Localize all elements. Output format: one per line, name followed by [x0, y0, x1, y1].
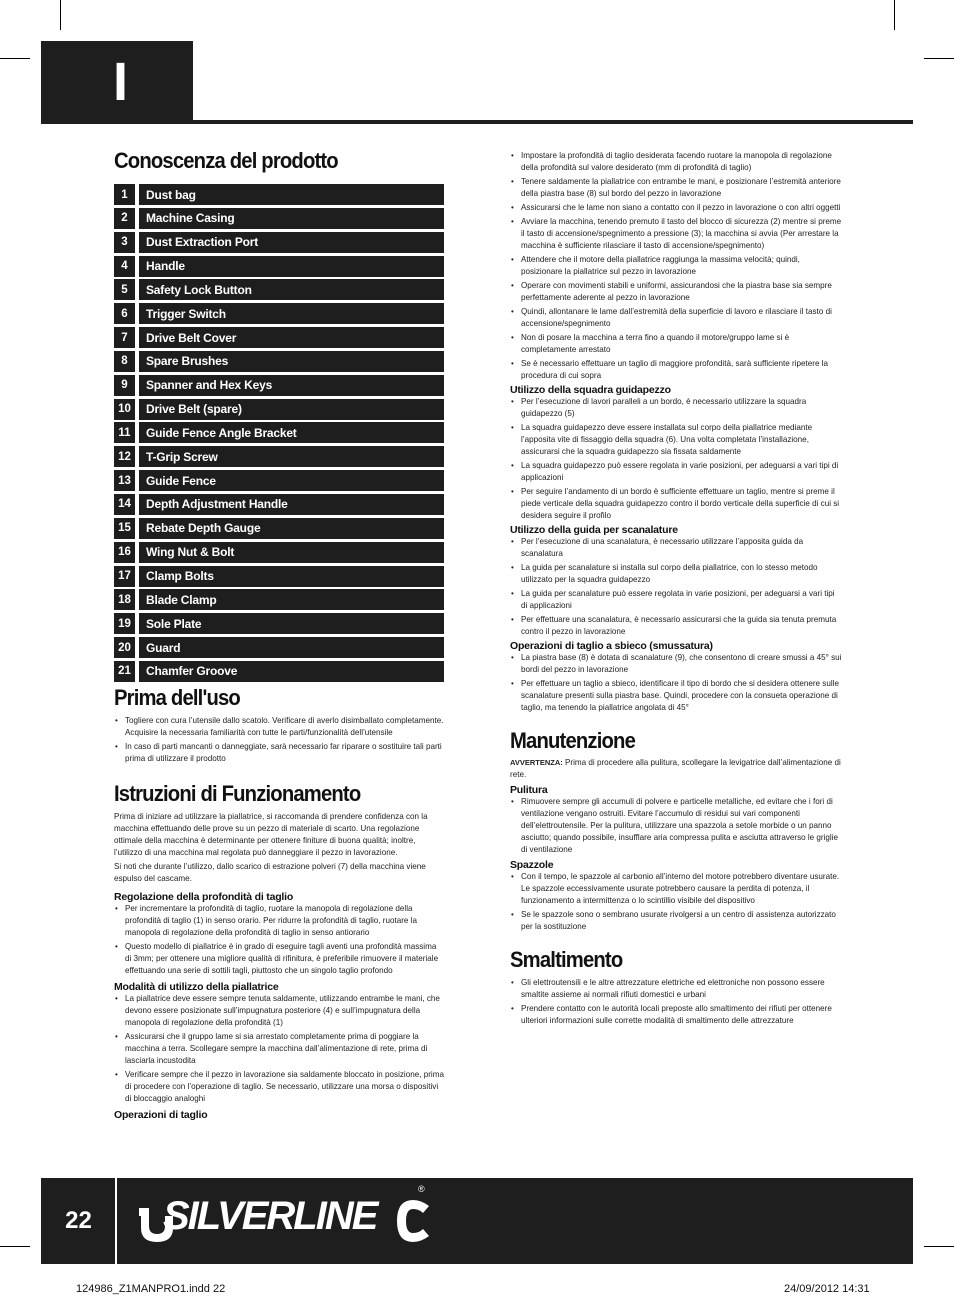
before-use-list	[114, 715, 444, 765]
part-label: Rebate Depth Gauge	[139, 518, 444, 539]
file-info: 124986_Z1MANPRO1.indd 22	[76, 1283, 226, 1295]
part-number: 19	[114, 613, 135, 634]
part-number: 12	[114, 446, 135, 467]
list-item: • Con il tempo, le spazzole al carbonio all’interno del motore potrebbero diventare usurate. Le spazzole eccessivamente usurate potrebbero causare la perdita di potenza, il funzionamento a intermittenza o lo scintillio visibile del dispositivo	[510, 871, 842, 907]
c-wrench-icon	[393, 1196, 433, 1246]
chamfer-heading: Operazioni di taglio a sbieco (smussatura)	[510, 640, 713, 652]
cutting-list	[510, 150, 842, 382]
brushes-heading: Spazzole	[510, 859, 554, 871]
list-item: • Assicurarsi che le lame non siano a contatto con il pezzo in lavorazione o con altri oggetti	[510, 202, 842, 214]
list-item: • Per seguire l’andamento di un bordo è sufficiente effettuare un taglio, mentre si preme il piede verticale della squadra guidapezzo contro il bordo verticale della superficie di cui si desidera seguire il profilo	[510, 486, 842, 522]
brushes-list	[510, 871, 842, 933]
operating-intro: Prima di iniziare ad utilizzare la piallatrice, si raccomanda di prendere confidenza con la macchina effettuando delle prove su un pezzo di materiale di scarto. Una regolazione ottimale della macchina è determinante per ottenere finiture di buona qualità; inoltre, l’utilizzo di una macchina mal regolata può danneggiare il pezzo in lavorazione.	[114, 811, 428, 857]
part-number: 5	[114, 279, 135, 300]
part-label: Blade Clamp	[139, 589, 444, 610]
list-item: • Attendere che il motore della piallatrice raggiunga la massima velocità; quindi, posizionare la piallatrice sul pezzo in lavorazione	[510, 254, 842, 278]
depth-adjust-heading: Regolazione della profondità di taglio	[114, 890, 294, 903]
part-number: 4	[114, 256, 135, 277]
part-label: Handle	[139, 256, 444, 277]
part-row	[114, 256, 444, 277]
list-item: • Assicurarsi che il gruppo lame si sia arrestato completamente prima di poggiare la macchina a terra. Scollegare sempre la macchina dall’alimentazione di rete, prima di lasciarla incustodita	[114, 1031, 444, 1067]
crop-mark	[0, 1246, 30, 1247]
cleaning-heading: Pulitura	[510, 784, 548, 796]
list-item: • Questo modello di piallatrice è in grado di eseguire tagli aventi una profondità massima di 3mm; per ottenere una migliore qualità di rifinitura, è preferibile rimuovere il materiale effettuando una serie di sottili tagli, piuttosto che un singolo taglio profondo	[114, 941, 444, 977]
part-row	[114, 422, 444, 443]
part-row	[114, 351, 444, 372]
part-label: Dust Extraction Port	[139, 232, 444, 253]
crop-mark	[60, 0, 61, 30]
list-item: • Prendere contatto con le autorità locali preposte allo smaltimento dei rifiuti per ottenere ulteriori informazioni sulle corrette modalità di smaltimento delle attrezzature	[510, 1003, 842, 1027]
parts-list	[114, 184, 444, 682]
part-row	[114, 279, 444, 300]
list-item: • La piastra base (8) è dotata di scanalature (9), che consentono di creare smussi a 45° sui bordi del pezzo in lavorazione	[510, 652, 842, 676]
list-item: • In caso di parti mancanti o danneggiate, sarà necessario far riparare o sostituire tali parti prima di utilizzare il prodotto	[114, 741, 444, 765]
language-tab: I	[41, 41, 193, 123]
operating-note: Si noti che durante l’utilizzo, dallo scarico di estrazione polveri (7) della macchina viene espulso del cascame.	[114, 861, 426, 883]
part-label: Drive Belt Cover	[139, 327, 444, 348]
part-number: 7	[114, 327, 135, 348]
crop-mark	[924, 1246, 954, 1247]
part-number: 8	[114, 351, 135, 372]
part-label: Drive Belt (spare)	[139, 399, 444, 420]
part-row	[114, 327, 444, 348]
right-column	[510, 150, 842, 1029]
rebate-heading: Utilizzo della guida per scanalature	[510, 524, 678, 536]
part-number: 14	[114, 494, 135, 515]
part-number: 2	[114, 208, 135, 229]
list-item: • Impostare la profondità di taglio desiderata facendo ruotare la manopola di regolazione della profondità sul valore desiderato (mm di profondità di taglio)	[510, 150, 842, 174]
maintenance-title: Manutenzione	[510, 728, 636, 753]
part-number: 17	[114, 566, 135, 587]
list-item: • Se è necessario effettuare un taglio di maggiore profondità, sarà sufficiente ripetere la procedura di cui sopra	[510, 358, 842, 382]
usage-heading: Modalità di utilizzo della piallatrice	[114, 980, 279, 993]
part-number: 3	[114, 232, 135, 253]
list-item: • Per l’esecuzione di lavori paralleli a un bordo, è necessario utilizzare la squadra guidapezzo (5)	[510, 396, 842, 420]
part-label: Spanner and Hex Keys	[139, 375, 444, 396]
disposal-list	[510, 977, 842, 1027]
before-use-title: Prima dell'uso	[114, 684, 240, 710]
part-row	[114, 375, 444, 396]
rebate-list	[510, 536, 842, 638]
part-row	[114, 446, 444, 467]
part-label: Guide Fence Angle Bracket	[139, 422, 444, 443]
left-column	[114, 148, 444, 1121]
part-row	[114, 518, 444, 539]
part-label: Wing Nut & Bolt	[139, 542, 444, 563]
date-info: 24/09/2012 14:31	[784, 1283, 870, 1295]
list-item: • Per effettuare un taglio a sbieco, identificare il tipo di bordo che si desidera ottenere sulle scanalature presenti sulla piastra base. Quindi, procedere con la consueta operazione di taglio, ma tenendo la piallatrice angolata di 45°	[510, 678, 842, 714]
cleaning-list	[510, 796, 842, 856]
part-label: Machine Casing	[139, 208, 444, 229]
footer-divider	[115, 1178, 117, 1264]
part-row	[114, 661, 444, 682]
part-number: 10	[114, 399, 135, 420]
list-item: • Avviare la macchina, tenendo premuto il tasto del blocco di sicurezza (2) mentre si preme il tasto di accensione/spegnimento a pressione (3); la macchina si avvia (Per arrestare la macchina è sufficiente rilasciare il tasto di accensione/spegnimento)	[510, 216, 842, 252]
guide-fence-list	[510, 396, 842, 522]
part-label: Clamp Bolts	[139, 566, 444, 587]
list-item: • Gli elettroutensili e le altre attrezzature elettriche ed elettroniche non possono essere smaltite assieme ai normali rifiuti domestici e urbani	[510, 977, 842, 1001]
part-label: Depth Adjustment Handle	[139, 494, 444, 515]
part-row	[114, 399, 444, 420]
list-item: • Se le spazzole sono o sembrano usurate rivolgersi a un centro di assistenza autorizzato per la sostituzione	[510, 909, 842, 933]
header-rule	[41, 120, 913, 124]
list-item: • Per incrementare la profondità di taglio, ruotare la manopola di regolazione della profondità di taglio (1) in senso orario. Per ridurre la profondità di taglio, ruotare la manopola di regolazione della profondità di taglio in senso antiorario	[114, 903, 444, 939]
list-item: • Non di posare la macchina a terra fino a quando il motore/gruppo lame si è completamente arrestato	[510, 332, 842, 356]
cutting-heading: Operazioni di taglio	[114, 1108, 208, 1121]
chamfer-list	[510, 652, 842, 714]
brand-logo	[135, 1190, 435, 1250]
disposal-title: Smaltimento	[510, 947, 623, 972]
guide-fence-heading: Utilizzo della squadra guidapezzo	[510, 384, 671, 396]
usage-list	[114, 993, 444, 1105]
part-number: 18	[114, 589, 135, 610]
list-item: • Operare con movimenti stabili e uniformi, assicurandosi che la piastra base sia sempre perfettamente aderente al pezzo in lavorazione	[510, 280, 842, 304]
part-row	[114, 208, 444, 229]
list-item: • La squadra guidapezzo può essere regolata in varie posizioni, per adeguarsi a vari tipi di applicazioni	[510, 460, 842, 484]
product-knowledge-title: Conoscenza del prodotto	[114, 148, 338, 173]
page-number: 22	[65, 1207, 92, 1234]
part-number: 1	[114, 184, 135, 205]
warning-label: AVVERTENZA:	[510, 758, 563, 767]
part-number: 11	[114, 422, 135, 443]
operating-instructions-title: Istruzioni di Funzionamento	[114, 780, 361, 806]
part-label: Trigger Switch	[139, 303, 444, 324]
part-label: Sole Plate	[139, 613, 444, 634]
part-number: 9	[114, 375, 135, 396]
list-item: • La guida per scanalature si installa sul corpo della piallatrice, con lo stesso metodo utilizzato per la squadra guidapezzo	[510, 562, 842, 586]
list-item: • Rimuovere sempre gli accumuli di polvere e particelle metalliche, ed evitare che i fori di ventilazione vengano ostruiti. Evitare l’accumulo di residui sui vari componenti dell’elettroutensile. Per la pulitura, utilizzare una spazzola a setole morbide o un panno asciutto; quando possibile, insufflare aria compressa pulita e asciutta attraverso le griglie di ventilazione	[510, 796, 842, 856]
part-row	[114, 589, 444, 610]
part-number: 15	[114, 518, 135, 539]
list-item: • La squadra guidapezzo deve essere installata sul corpo della piallatrice mediante l’apposita vite di fissaggio della squadra (6). Una volta completata l’installazione, assicurarsi che la squadra guidapezzo sia fissata saldamente	[510, 422, 842, 458]
list-item: • Per effettuare una scanalatura, è necessario assicurarsi che la guida sia tenuta premuta contro il pezzo in lavorazione	[510, 614, 842, 638]
crop-mark	[924, 58, 954, 59]
crop-mark	[0, 58, 30, 59]
part-label: Guard	[139, 637, 444, 658]
part-row	[114, 232, 444, 253]
part-label: Safety Lock Button	[139, 279, 444, 300]
part-label: Chamfer Groove	[139, 661, 444, 682]
warning-paragraph	[510, 757, 842, 781]
list-item: • Togliere con cura l’utensile dallo scatolo. Verificare di averlo disimballato completamente. Acquisire la necessaria familiarità con tutte le parti/funzionalità dell’utensile	[114, 715, 444, 739]
crop-mark	[894, 0, 895, 30]
part-label: T-Grip Screw	[139, 446, 444, 467]
part-row	[114, 542, 444, 563]
list-item: • La piallatrice deve essere sempre tenuta saldamente, utilizzando entrambe le mani, che devono essere posizionate sull’impugnatura posteriore (4) e sull’impugnatura della manopola di regolazione della profondità (1)	[114, 993, 444, 1029]
part-number: 6	[114, 303, 135, 324]
part-label: Spare Brushes	[139, 351, 444, 372]
part-number: 20	[114, 637, 135, 658]
part-row	[114, 613, 444, 634]
part-number: 21	[114, 661, 135, 682]
registered-mark: ®	[418, 1184, 425, 1194]
list-item: • Quindi, allontanare le lame dall’estremità della superficie di lavoro e rilasciare il tasto di accensione/spegnimento	[510, 306, 842, 330]
part-number: 13	[114, 470, 135, 491]
warning-text: Prima di procedere alla pulitura, scollegare la levigatrice dall’alimentazione di rete.	[510, 758, 841, 779]
part-row	[114, 494, 444, 515]
list-item: • La guida per scanalature può essere regolata in varie posizioni, per adeguarsi a vari tipi di applicazioni	[510, 588, 842, 612]
part-row	[114, 566, 444, 587]
brand-name: SILVERLINE	[163, 1194, 377, 1238]
list-item: • Verificare sempre che il pezzo in lavorazione sia saldamente bloccato in posizione, prima di procedere con l’operazione di taglio. Se necessario, utilizzare una morsa o dispositivi di bloccaggio analoghi	[114, 1069, 444, 1105]
part-label: Dust bag	[139, 184, 444, 205]
list-item: • Tenere saldamente la piallatrice con entrambe le mani, e posizionare l’estremità anteriore della piastra base (8) sul bordo del pezzo in lavorazione	[510, 176, 842, 200]
part-row	[114, 470, 444, 491]
part-row	[114, 303, 444, 324]
part-label: Guide Fence	[139, 470, 444, 491]
part-number: 16	[114, 542, 135, 563]
part-row	[114, 637, 444, 658]
part-row	[114, 184, 444, 205]
depth-adjust-list	[114, 903, 444, 977]
list-item: • Per l’esecuzione di una scanalatura, è necessario utilizzare l’apposita guida da scanalatura	[510, 536, 842, 560]
